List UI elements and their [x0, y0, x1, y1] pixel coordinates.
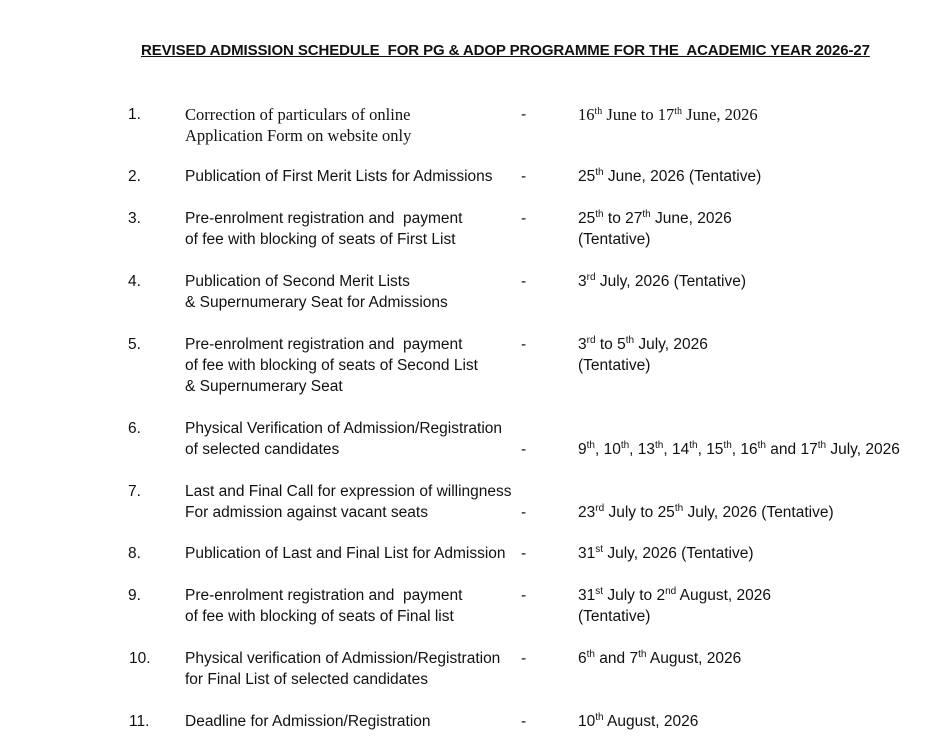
- ordinal-suffix: th: [757, 440, 766, 451]
- date-line: [578, 439, 900, 460]
- description-line: for Final List of selected candidates: [185, 671, 428, 688]
- date-text: June, 2026: [650, 210, 732, 227]
- ordinal-suffix: th: [595, 209, 604, 220]
- row-date: [578, 585, 771, 627]
- date-line: [578, 355, 708, 376]
- ordinal-suffix: rd: [586, 335, 596, 346]
- date-line: [578, 502, 834, 523]
- date-text: 16: [578, 105, 595, 124]
- date-line: [578, 271, 746, 292]
- ordinal-suffix: th: [723, 440, 732, 451]
- row-description: [185, 166, 493, 187]
- row-description: [185, 271, 448, 313]
- date-text: 3: [578, 273, 587, 290]
- date-text: June, 2026: [682, 105, 758, 124]
- ordinal-suffix: nd: [665, 586, 677, 597]
- date-text: July to 25: [604, 504, 675, 521]
- date-text: August, 2026: [676, 587, 771, 604]
- date-text: August, 2026: [646, 650, 742, 667]
- ordinal-suffix: th: [595, 167, 604, 178]
- date-text: , 10: [594, 441, 621, 458]
- date-text: , 14: [663, 441, 690, 458]
- ordinal-suffix: st: [595, 544, 604, 555]
- date-line: [578, 104, 758, 125]
- description-line: Correction of particulars of online: [185, 105, 411, 124]
- date-text: July, 2026 (Tentative): [595, 273, 747, 290]
- ordinal-suffix: th: [620, 440, 630, 451]
- date-line: [578, 166, 761, 187]
- date-text: 6: [578, 650, 587, 667]
- date-text: August, 2026: [603, 713, 699, 730]
- row-date: [578, 334, 708, 376]
- date-text: , 16: [731, 441, 758, 458]
- ordinal-suffix: th: [689, 440, 698, 451]
- row-number: 10.: [129, 650, 151, 667]
- description-line: of fee with blocking of seats of Final list: [185, 608, 454, 625]
- date-text: to 27: [603, 210, 643, 227]
- date-text: (Tentative): [578, 357, 651, 374]
- description-line: Publication of Last and Final List for Admission: [185, 545, 506, 562]
- row-description: [185, 481, 512, 523]
- date-line: [578, 229, 732, 250]
- date-text: June, 2026 (Tentative): [603, 168, 762, 185]
- date-line: [578, 711, 698, 732]
- row-number: 6.: [128, 420, 141, 437]
- description-line: Last and Final Call for expression of willingness: [185, 483, 512, 500]
- row-number: 3.: [128, 210, 141, 227]
- row-description: [185, 711, 431, 732]
- ordinal-suffix: th: [586, 440, 595, 451]
- date-text: 25: [578, 168, 596, 185]
- row-number: 8.: [128, 545, 141, 562]
- row-description: [185, 104, 411, 146]
- date-text: (Tentative): [578, 231, 651, 248]
- separator-dash: -: [521, 587, 527, 604]
- row-date: [578, 648, 741, 669]
- row-number: 4.: [128, 273, 141, 290]
- ordinal-suffix: th: [674, 106, 683, 117]
- date-text: to 5: [595, 336, 626, 353]
- date-text: , 13: [629, 441, 656, 458]
- date-line: [578, 334, 708, 355]
- date-text: 31: [578, 587, 596, 604]
- separator-dash: -: [521, 168, 527, 185]
- date-text: June to 17: [602, 105, 675, 124]
- row-date: [578, 543, 754, 564]
- date-line: [578, 606, 771, 627]
- separator-dash: -: [521, 210, 527, 227]
- row-number: 9.: [128, 587, 141, 604]
- description-line: of selected candidates: [185, 441, 340, 458]
- description-line: Deadline for Admission/Registration: [185, 713, 431, 730]
- row-date: [578, 208, 732, 250]
- date-text: July to 2: [603, 587, 666, 604]
- description-line: Application Form on website only: [185, 126, 412, 145]
- description-line: of fee with blocking of seats of First List: [185, 231, 456, 248]
- row-date: [578, 271, 746, 292]
- row-description: [185, 648, 500, 690]
- row-date: [578, 711, 698, 732]
- row-number: 5.: [128, 336, 141, 353]
- date-text: 23: [578, 504, 596, 521]
- description-line: Pre-enrolment registration and payment: [185, 210, 463, 227]
- ordinal-suffix: th: [595, 712, 604, 723]
- ordinal-suffix: th: [655, 440, 664, 451]
- date-text: 3: [578, 336, 587, 353]
- row-date: [578, 104, 758, 125]
- row-date: [578, 166, 761, 187]
- row-number: 1.: [128, 106, 141, 123]
- date-text: July, 2026: [634, 336, 708, 353]
- ordinal-suffix: th: [586, 649, 595, 660]
- ordinal-suffix: th: [625, 335, 635, 346]
- date-text: , 15: [697, 441, 724, 458]
- separator-dash: -: [521, 650, 527, 667]
- separator-dash: -: [521, 713, 527, 730]
- row-description: [185, 418, 502, 460]
- row-description: [185, 543, 506, 564]
- description-line: Physical Verification of Admission/Registration: [185, 420, 503, 437]
- date-text: July, 2026 (Tentative): [603, 545, 754, 562]
- row-description: [185, 208, 462, 250]
- ordinal-suffix: th: [817, 440, 827, 451]
- date-text: and 7: [594, 650, 639, 667]
- row-number: 7.: [128, 483, 141, 500]
- description-line: Publication of First Merit Lists for Admissions: [185, 168, 493, 185]
- separator-dash: -: [521, 106, 527, 123]
- row-number: 11.: [129, 713, 150, 730]
- row-description: [185, 334, 478, 397]
- date-text: 31: [578, 545, 596, 562]
- date-text: 9: [578, 441, 587, 458]
- description-line: Pre-enrolment registration and payment: [185, 587, 463, 604]
- description-line: & Supernumerary Seat for Admissions: [185, 294, 448, 311]
- description-line: Pre-enrolment registration and payment: [185, 336, 463, 353]
- separator-dash: -: [521, 273, 527, 290]
- row-number: 2.: [128, 168, 141, 185]
- ordinal-suffix: th: [674, 503, 684, 514]
- description-line: For admission against vacant seats: [185, 504, 428, 521]
- ordinal-suffix: st: [595, 586, 604, 597]
- ordinal-suffix: th: [594, 106, 603, 117]
- date-line: [578, 543, 754, 564]
- date-line: [578, 648, 741, 669]
- date-line: [578, 585, 771, 606]
- ordinal-suffix: th: [642, 209, 651, 220]
- date-text: (Tentative): [578, 608, 651, 625]
- date-text: 25: [578, 210, 596, 227]
- description-line: Publication of Second Merit Lists: [185, 273, 410, 290]
- date-text: July, 2026: [826, 441, 900, 458]
- date-text: and 17: [765, 441, 818, 458]
- ordinal-suffix: rd: [586, 272, 596, 283]
- row-description: [185, 585, 462, 627]
- page-title: REVISED ADMISSION SCHEDULE FOR PG & ADOP PROGRAMME FOR THE ACADEMIC YEAR 2026-27: [141, 42, 870, 59]
- description-line: of fee with blocking of seats of Second List: [185, 357, 478, 374]
- description-line: Physical verification of Admission/Registration: [185, 650, 501, 667]
- date-text: 10: [578, 713, 596, 730]
- description-line: & Supernumerary Seat: [185, 378, 343, 395]
- row-date: [578, 439, 900, 460]
- separator-dash: -: [521, 441, 527, 458]
- row-date: [578, 502, 834, 523]
- separator-dash: -: [521, 336, 527, 353]
- ordinal-suffix: th: [638, 649, 647, 660]
- ordinal-suffix: rd: [595, 503, 605, 514]
- separator-dash: -: [521, 545, 527, 562]
- separator-dash: -: [521, 504, 527, 521]
- date-text: July, 2026 (Tentative): [683, 504, 834, 521]
- date-line: [578, 208, 732, 229]
